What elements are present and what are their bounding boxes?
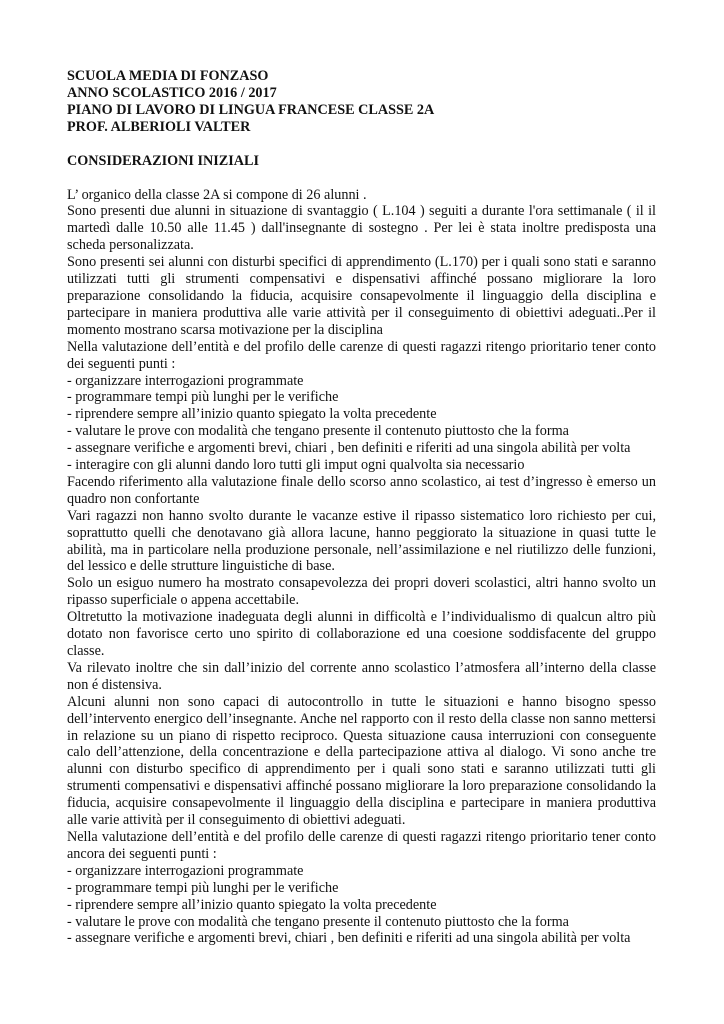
paragraph-atmosphere: Va rilevato inoltre che sin dall’inizio del corrente anno scolastico l’atmosfera all’interno della classe non é distensiva. [67,659,656,693]
section-title: CONSIDERAZIONI INIZIALI [67,152,259,169]
work-plan-title: PIANO DI LAVORO DI LINGUA FRANCESE CLASSE 2A [67,101,435,118]
paragraph-evaluation-intro-2: Nella valutazione dell’entità e del profilo delle carenze di questi ragazzi ritengo prioritario tener conto ancora dei seguenti punti : [67,828,656,862]
list-item: - assegnare verifiche e argomenti brevi, chiari , ben definiti e riferiti ad una singola abilità per volta [67,930,631,947]
paragraph-self-control: Alcuni alunni non sono capaci di autocontrollo in tutte le situazioni e hanno bisogno spesso dell’intervento energico dell’insegnante. Anche nel rapporto con il resto della classe non sanno mettersi in relazione su un piano di rispetto reciproco. Questa situazione causa interruzioni con conseguente calo dell’attenzione, della concentrazione e della partecipazione attiva al dialogo. Vi sono anche tre alunni con disturbo specifico di apprendimento per i quali sono stati e saranno utilizzati tutti gli strumenti compensativi e dispensativi affinché possano migliorare la loro preparazione consolidando la fiducia, acquisire consapevolmente il linguaggio della disciplina e partecipare in maniera produttiva alle varie attività per il conseguimento di obiettivi adeguati. [67,693,656,829]
list-item: - programmare tempi più lunghi per le verifiche [67,389,339,406]
document-page [67,68,656,947]
list-item: - programmare tempi più lunghi per le verifiche [67,879,339,896]
measures-list-2 [67,863,656,948]
paragraph-dsa-students: Sono presenti sei alunni con disturbi specifici di apprendimento (L.170) per i quali sono stati e saranno utilizzati tutti gli strumenti compensativi e dispensativi affinché possano migliorare la loro preparazione consolidando la fiducia, acquisire consapevolmente il linguaggio della disciplina e partecipare in maniera produttiva alle varie attività per il conseguimento di obiettivi adeguati..Per il momento mostrano scarsa motivazione per la disciplina [67,254,656,338]
paragraph-evaluation-intro: Nella valutazione dell’entità e del profilo delle carenze di questi ragazzi ritengo prioritario tener conto dei seguenti punti : [67,338,656,372]
list-item: - valutare le prove con modalità che tengano presente il contenuto piuttosto che la forma [67,423,569,440]
paragraph-support: Sono presenti due alunni in situazione di svantaggio ( L.104 ) seguiti a durante l'ora settimanale ( il il martedì dalle 10.50 alle 11.45 ) dall'insegnante di sostegno . Per lei è stata inoltre predisposta una scheda personalizzata. [67,203,656,254]
list-item: - organizzare interrogazioni programmate [67,862,304,879]
paragraph-awareness: Solo un esiguo numero ha mostrato consapevolezza dei propri doveri scolastici, altri hanno svolto un ripasso superficiale o appena accettabile. [67,575,656,609]
paragraph-summer-review: Vari ragazzi non hanno svolto durante le vacanze estive il ripasso sistematico loro richiesto per cui, soprattutto quelli che denotavano già allora lacune, hanno peggiorato la situazione in quasi tutte le abilità, ma in particolare nella produzione personale, nell’assimilazione e nel riutilizzo delle funzioni, del lessico e delle strutture linguistiche di base. [67,507,656,575]
list-item: - interagire con gli alunni dando loro tutti gli imput ogni qualvolta sia necessario [67,457,525,474]
paragraph-entry-test: Facendo riferimento alla valutazione finale dello scorso anno scolastico, ai test d’ingresso è emerso un quadro non confortante [67,473,656,507]
school-year: ANNO SCOLASTICO 2016 / 2017 [67,84,277,101]
paragraph-motivation: Oltretutto la motivazione inadeguata degli alunni in difficoltà e l’individualismo di qualcun altro più dotato non favorisce certo uno spirito di collaborazione ed una coesione soddisfacente del gruppo classe. [67,609,656,659]
measures-list-1 [67,373,656,474]
list-item: - organizzare interrogazioni programmate [67,372,304,389]
list-item: - riprendere sempre all’inizio quanto spiegato la volta precedente [67,406,437,423]
school-name: SCUOLA MEDIA DI FONZASO [67,68,269,84]
paragraph-class-size: L’ organico della classe 2A si compone di 26 alunni . [67,186,367,203]
list-item: - riprendere sempre all’inizio quanto spiegato la volta precedente [67,896,437,913]
list-item: - valutare le prove con modalità che tengano presente il contenuto piuttosto che la forma [67,913,569,930]
teacher-name: PROF. ALBERIOLI VALTER [67,118,251,135]
list-item: - assegnare verifiche e argomenti brevi, chiari , ben definiti e riferiti ad una singola abilità per volta [67,440,631,457]
